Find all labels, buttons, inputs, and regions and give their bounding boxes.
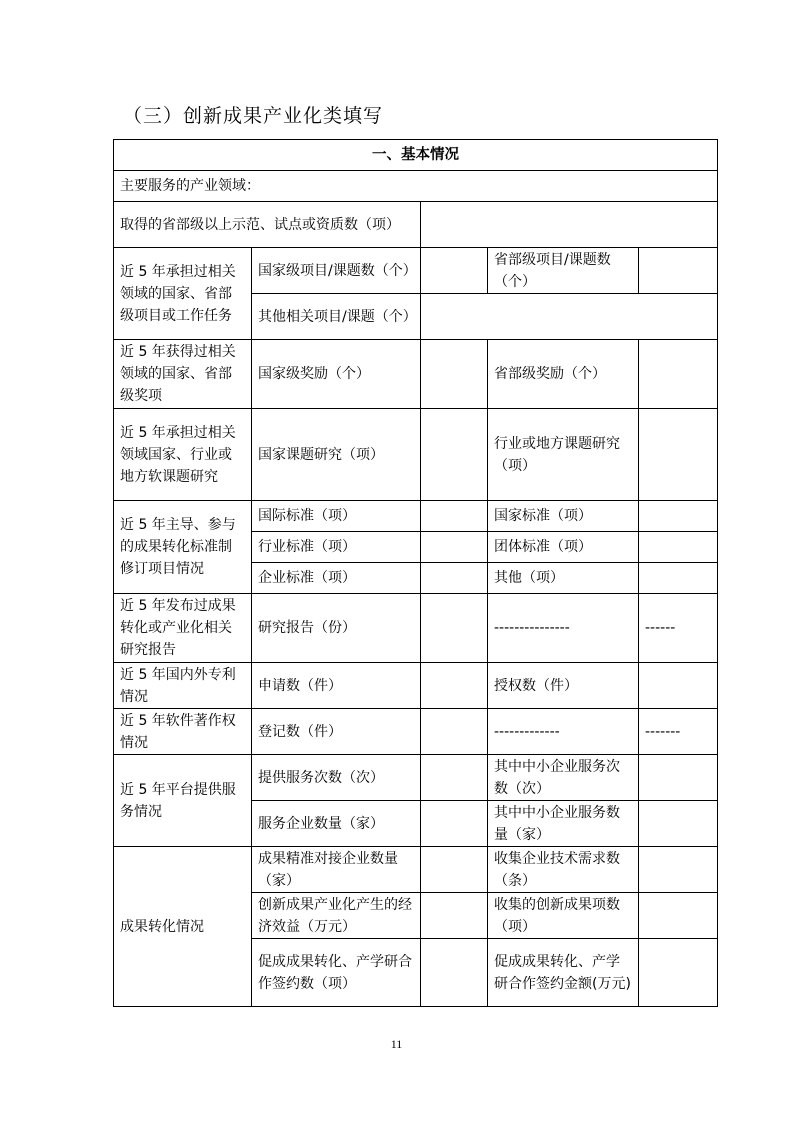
software-dash-placeholder: ------------- [488,709,639,755]
contract-count-input[interactable] [421,939,488,1007]
other-project-input[interactable] [421,294,718,340]
collected-results-input[interactable] [639,893,718,939]
national-award-label: 国家级奖励（个） [252,340,421,409]
standards-label: 近 5 年主导、参与的成果转化标准制修订项目情况 [114,501,252,594]
industry-research-input[interactable] [639,409,718,501]
national-standard-input[interactable] [639,501,718,532]
national-project-input[interactable] [421,248,488,294]
page-number: 11 [390,1037,403,1051]
collected-results-label: 收集的创新成果项数（项） [488,893,639,939]
enterprise-standard-label: 企业标准（项） [252,563,421,594]
service-count-label: 提供服务次数（次） [252,755,421,801]
sme-service-count-input[interactable] [639,755,718,801]
national-research-input[interactable] [421,409,488,501]
projects-label: 近 5 年承担过相关领域的国家、省部级项目或工作任务 [114,248,252,340]
provincial-award-input[interactable] [639,340,718,409]
matched-enterprise-label: 成果精准对接企业数量（家） [252,847,421,893]
transformation-label: 成果转化情况 [114,847,252,1007]
other-standard-input[interactable] [639,563,718,594]
patent-granted-label: 授权数（件） [488,663,639,709]
contract-count-label: 促成成果转化、产学研合作签约数（项） [252,939,421,1007]
awards-label: 近 5 年获得过相关领域的国家、省部级奖项 [114,340,252,409]
international-standard-input[interactable] [421,501,488,532]
patent-granted-input[interactable] [639,663,718,709]
other-project-label: 其他相关项目/课题（个） [252,294,421,340]
provincial-project-input[interactable] [639,248,718,294]
software-dash-placeholder-2: ------- [639,709,718,755]
section-title: 一、基本情况 [114,140,718,171]
reports-label: 近 5 年发布过成果转化或产业化相关研究报告 [114,594,252,663]
research-report-label: 研究报告（份） [252,594,421,663]
basic-info-table [113,139,718,1007]
tech-demand-label: 收集企业技术需求数（条） [488,847,639,893]
service-field-label: 主要服务的产业领域： [114,171,718,202]
service-count-input[interactable] [421,755,488,801]
contract-amount-input[interactable] [639,939,718,1007]
industry-standard-input[interactable] [421,532,488,563]
national-research-label: 国家课题研究（项） [252,409,421,501]
enterprise-count-input[interactable] [421,801,488,847]
software-label: 近 5 年软件著作权情况 [114,709,252,755]
platform-label: 近 5 年平台提供服务情况 [114,755,252,847]
patents-label: 近 5 年国内外专利情况 [114,663,252,709]
report-dash-placeholder-2: ------ [639,594,718,663]
matched-enterprise-input[interactable] [421,847,488,893]
national-award-input[interactable] [421,340,488,409]
demo-count-input[interactable] [421,202,718,248]
demo-count-label: 取得的省部级以上示范、试点或资质数（项） [114,202,421,248]
economic-benefit-input[interactable] [421,893,488,939]
national-project-label: 国家级项目/课题数（个） [252,248,421,294]
other-standard-label: 其他（项） [488,563,639,594]
enterprise-standard-input[interactable] [421,563,488,594]
page-heading: （三）创新成果产业化类填写 [123,105,384,127]
industry-research-label: 行业或地方课题研究（项） [488,409,639,501]
software-registered-label: 登记数（件） [252,709,421,755]
sme-enterprise-count-label: 其中中小企业服务数量（家） [488,801,639,847]
provincial-project-label: 省部级项目/课题数（个） [488,248,639,294]
research-report-input[interactable] [421,594,488,663]
patent-applied-label: 申请数（件） [252,663,421,709]
enterprise-count-label: 服务企业数量（家） [252,801,421,847]
contract-amount-label: 促成成果转化、产学研合作签约金额(万元) [488,939,639,1007]
tech-demand-input[interactable] [639,847,718,893]
sme-enterprise-count-input[interactable] [639,801,718,847]
soft-research-label: 近 5 年承担过相关领域国家、行业或地方软课题研究 [114,409,252,501]
industry-standard-label: 行业标准（项） [252,532,421,563]
report-dash-placeholder: --------------- [488,594,639,663]
provincial-award-label: 省部级奖励（个） [488,340,639,409]
patent-applied-input[interactable] [421,663,488,709]
sme-service-count-label: 其中中小企业服务次数（次） [488,755,639,801]
economic-benefit-label: 创新成果产业化产生的经济效益（万元） [252,893,421,939]
international-standard-label: 国际标准（项） [252,501,421,532]
software-registered-input[interactable] [421,709,488,755]
group-standard-label: 团体标准（项） [488,532,639,563]
national-standard-label: 国家标准（项） [488,501,639,532]
group-standard-input[interactable] [639,532,718,563]
